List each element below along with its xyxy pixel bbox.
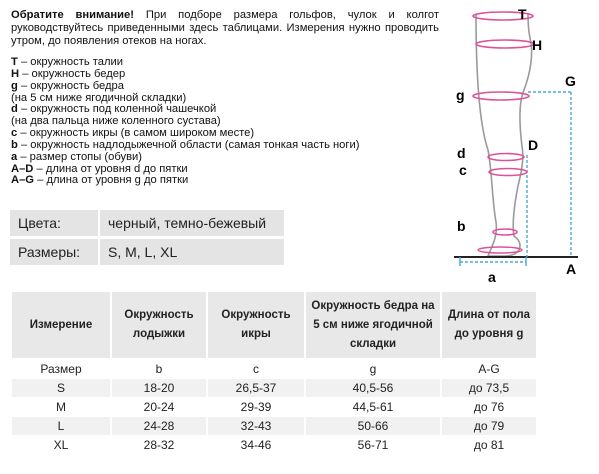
label-a: a — [488, 269, 496, 284]
table-cell: 44,5-61 — [305, 398, 441, 417]
table-cell: 18-20 — [111, 379, 207, 398]
table-cell: 50-66 — [305, 417, 441, 436]
size-table-header-row — [12, 292, 536, 359]
table-row — [12, 379, 536, 398]
label-g: g — [456, 87, 465, 103]
legend-text: – окружность икры (в самом широком месте) — [17, 127, 255, 140]
foot-ring — [478, 247, 522, 253]
intro-text: При подборе размера гольфов, чулок и колгот руководствуйтесь приведенными здесь таблицами. Измерения нужно проводить утром, до появления отеков на ногах. — [11, 9, 440, 47]
sizes-row — [10, 239, 284, 265]
table-cell: 32-43 — [207, 417, 305, 436]
legend-text: (на два пальца ниже коленного сустава) — [11, 115, 221, 128]
label-T: T — [518, 6, 527, 22]
legend-key: c — [11, 127, 18, 140]
table-cell: 24-28 — [111, 417, 207, 436]
header-ankle: Окружность лодыжки — [111, 292, 207, 359]
colors-value: черный, темно-бежевый — [100, 210, 284, 236]
legend-text: – окружность талии — [17, 56, 123, 68]
leg-measurement-diagram — [448, 0, 596, 284]
hip-ring — [476, 40, 534, 48]
header-calf: Окружность икры — [207, 292, 305, 359]
table-cell: 26,5-37 — [207, 379, 305, 398]
thigh-ring — [473, 92, 529, 100]
knee-ring — [488, 154, 524, 161]
legend-key: A–G — [11, 174, 35, 187]
table-cell: M — [12, 398, 111, 417]
attention-label: Обратите внимание! — [11, 9, 134, 21]
table-cell: 56-71 — [305, 436, 441, 455]
table-cell: до 79 — [441, 417, 536, 436]
table-cell: b — [111, 359, 207, 379]
intro-paragraph — [11, 9, 439, 48]
header-measurement: Измерение — [12, 292, 111, 359]
label-H: H — [532, 37, 543, 53]
table-cell: до 76 — [441, 398, 536, 417]
table-cell: c — [207, 359, 305, 379]
table-cell: L — [12, 417, 111, 436]
table-row — [12, 398, 536, 417]
table-cell: до 81 — [441, 436, 536, 455]
label-D: D — [528, 137, 539, 153]
legend-key: T — [11, 56, 18, 68]
legend-text: – окружность бедер — [19, 67, 126, 80]
legend-key: d — [11, 103, 18, 116]
table-cell: A-G — [441, 359, 536, 379]
label-G: G — [565, 73, 576, 89]
table-cell: 29-39 — [207, 398, 305, 417]
label-d: d — [457, 145, 466, 161]
legend-key: b — [11, 138, 18, 151]
legend-key: a — [11, 150, 18, 163]
measurement-legend — [11, 57, 451, 187]
label-b: b — [457, 218, 466, 234]
colors-label: Цвета: — [10, 210, 100, 236]
header-thigh: Окружность бедра на 5 см ниже ягодичной складки — [305, 292, 441, 359]
legend-text: – длина от уровня g до пятки — [34, 174, 189, 187]
legend-text: – окружность под коленной чашечкой — [17, 103, 217, 116]
legend-text: (на 5 см ниже ягодичной складки) — [11, 91, 187, 104]
table-cell: 34-46 — [207, 436, 305, 455]
sizes-label: Размеры: — [10, 239, 100, 265]
table-row — [12, 417, 536, 436]
legend-text: – окружность бедра — [17, 79, 124, 92]
sizes-value: S, M, L, XL — [100, 239, 284, 265]
label-c: c — [459, 162, 467, 178]
legend-text: – окружность надлодыжечной области (самая тонкая часть ноги) — [17, 138, 360, 151]
table-cell: g — [305, 359, 441, 379]
table-cell: XL — [12, 436, 111, 455]
table-cell: S — [12, 379, 111, 398]
colors-row — [10, 210, 284, 236]
size-table — [12, 292, 536, 455]
label-A: A — [566, 261, 577, 277]
leg-outline — [476, 14, 532, 256]
table-cell: Размер — [12, 359, 111, 379]
table-cell: до 73,5 — [441, 379, 536, 398]
legend-item — [11, 175, 451, 187]
table-cell: 28-32 — [111, 436, 207, 455]
legend-text: – размер стопы (обуви) — [17, 150, 143, 163]
table-cell: 40,5-56 — [305, 379, 441, 398]
legend-key: H — [11, 67, 20, 80]
header-length: Длина от пола до уровня g — [441, 292, 536, 359]
table-cell: 20-24 — [111, 398, 207, 417]
legend-key: g — [11, 79, 18, 92]
legend-text: – длина от уровня d до пятки — [33, 162, 188, 175]
product-info-table — [10, 207, 284, 268]
legend-key: A–D — [11, 162, 34, 175]
table-row — [12, 436, 536, 455]
table-row — [12, 359, 536, 379]
